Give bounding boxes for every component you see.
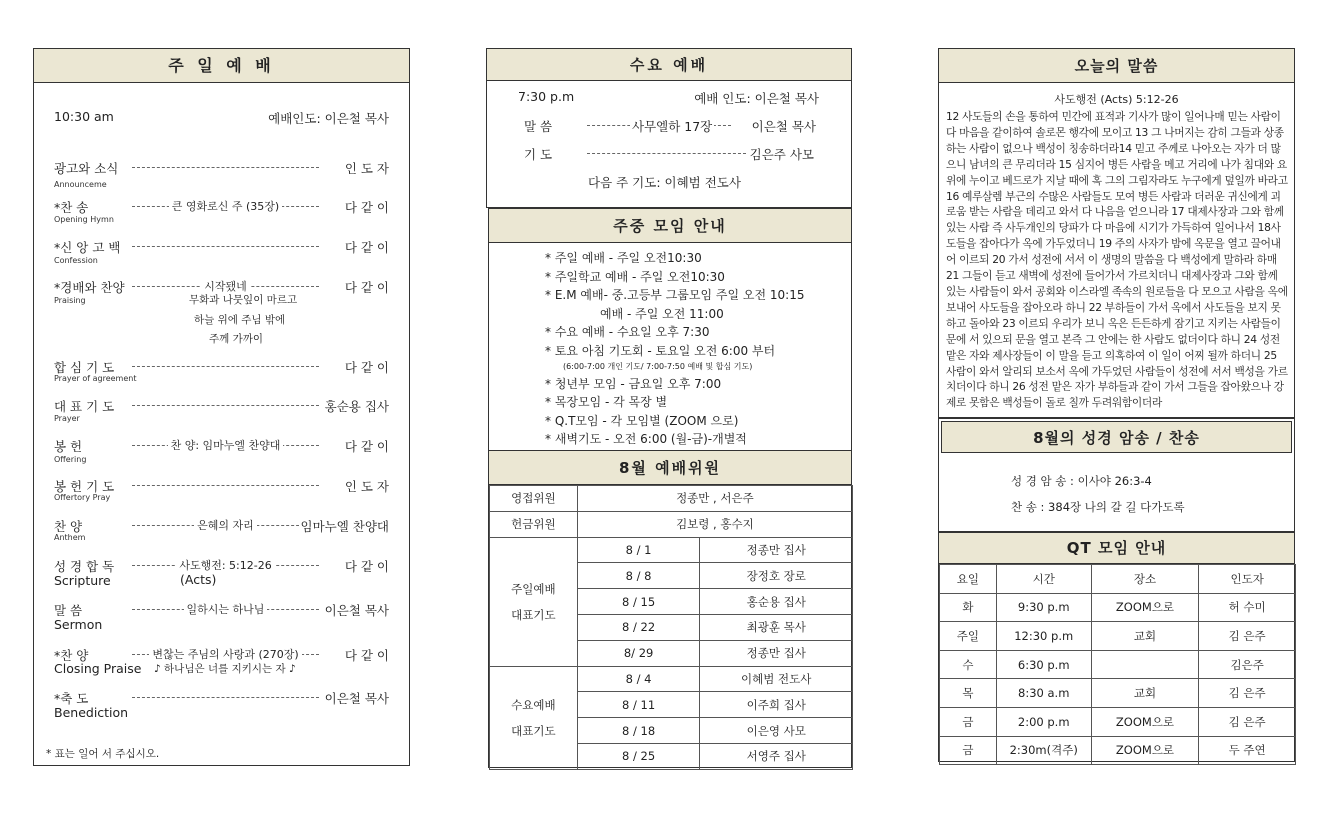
service-item-english: Scripture [54,573,111,588]
qt-meetings-table [939,564,1296,765]
service-item-leader: 다 같 이 [344,360,389,375]
memory-verse-panel [938,418,1295,532]
place-cell [1091,650,1199,679]
service-item-detail-wrap [132,557,319,573]
august-committee-title: 8월 예배위원 [489,451,851,485]
qt-meetings-title: QT 모임 안내 [939,533,1294,564]
name-cell: 정종만 집사 [700,537,853,563]
meeting-item-detail: (6:00-7:00 개인 기도/ 7:00-7:50 예배 및 합심 기도) [563,361,753,371]
service-item-label: 봉 헌 기 도 [54,479,115,494]
date-cell: 8 / 18 [577,718,700,744]
service-item-leader: 이은철 목사 [324,691,389,706]
leader-cell: 김은주 [1199,650,1296,679]
service-item-english: Closing Praise [54,661,142,676]
service-item-label: 광고와 소식 [54,161,119,176]
table-row [940,679,1296,708]
sunday-prayer-label-line1: 주일예배 [511,581,556,596]
name-cell: 이주희 집사 [700,692,853,718]
service-item-english: Sermon [54,617,103,632]
wed-prayer-label: 기 도 [524,147,553,162]
meeting-item: * 주일학교 예배 - 주일 오전10:30 [545,269,725,284]
date-cell: 8 / 15 [577,589,700,615]
sunday-worship-title: 주 일 예 배 [34,49,409,83]
meeting-item: * 목장모임 - 각 목장 별 [545,395,668,410]
service-item-detail-wrap [132,517,319,533]
leader-dots [132,246,319,247]
table-header-row [940,565,1296,594]
service-item-english: Prayer of agreement [54,374,137,383]
meeting-item: * E.M 예배- 중.고등부 그룹모임 주일 오전 10:15 [545,288,805,303]
service-item-leader: 이은철 목사 [324,603,389,618]
greeters-names: 정종만 , 서은주 [577,486,852,512]
leader-cell: 김 은주 [1199,622,1296,651]
sunday-prayer-label [490,537,578,666]
day-cell: 금 [940,736,997,765]
service-item-label: *경배와 찬양 [54,280,125,295]
leader-dots [132,167,319,168]
meeting-item: * 주일 예배 - 주일 오전10:30 [545,251,702,265]
qt-meetings-panel [938,532,1295,762]
wed-sermon-preacher: 이은철 목사 [751,119,816,134]
service-item-label: 성 경 합 독 [54,559,115,574]
name-cell: 최광훈 목사 [700,614,853,640]
wed-time: 7:30 p.m [518,89,575,104]
wed-sermon-title: 사무엘하 17장 [632,119,713,134]
meeting-item: * 새벽기도 - 오전 6:00 (월-금)-개별적 [545,432,747,447]
sunday-worship-panel [33,48,410,766]
name-cell: 정종만 집사 [700,640,853,666]
service-item-leader: 다 같 이 [344,200,389,215]
wednesday-prayer-label-line1: 수요예배 [511,697,556,712]
memory-hymn: 찬 송 : 384장 나의 갈 길 다가도록 [1011,500,1185,514]
column-header: 요일 [940,565,997,594]
service-item-english: Offertory Pray [54,493,111,502]
table-row [940,650,1296,679]
wed-prayer-leader-dots [587,153,746,154]
service-item-label: *신 앙 고 백 [54,240,121,255]
date-cell: 8 / 1 [577,537,700,563]
date-cell: 8 / 4 [577,666,700,692]
day-cell: 금 [940,707,997,736]
service-item-leader: 인 도 자 [344,161,389,176]
august-committee-panel [488,450,852,768]
wednesday-worship-panel [486,48,852,208]
name-cell: 이은영 사모 [700,718,853,744]
service-item-detail: 일하시는 하나님 [184,603,268,616]
service-item-detail: 찬 양: 임마누엘 찬양대 [168,439,284,452]
service-item-label: 봉 헌 [54,439,83,454]
standing-footnote: * 표는 일어 서 주십시오. [46,748,160,760]
leader-dots [132,697,319,698]
table-row [940,736,1296,765]
leader-cell: 허 수미 [1199,593,1296,622]
memory-verse: 성 경 암 송 : 이사야 26:3-4 [1011,474,1152,488]
time-cell: 12:30 p.m [996,622,1091,651]
service-item-english: Offering [54,455,87,464]
service-item-detail: 변찮는 주님의 사랑과 (270장) [149,648,301,661]
service-item-label: 찬 양 [54,519,83,534]
service-item-english: Confession [54,256,98,265]
table-row [940,707,1296,736]
table-row [940,622,1296,651]
service-item-leader: 임마누엘 찬양대 [300,519,389,534]
meeting-item: * 토요 아침 기도회 - 토요일 오전 6:00 부터 [545,343,776,358]
wed-next-week-prayer: 다음 주 기도: 이혜범 전도사 [588,175,741,190]
service-item-leader: 다 같 이 [344,559,389,574]
service-item-detail: 사도행전: 5:12-26 [176,559,274,572]
worship-leader: 예배인도: 이은철 목사 [268,111,389,126]
place-cell: ZOOM으로 [1091,736,1199,765]
offering-names: 김보령 , 홍수지 [577,511,852,537]
wednesday-worship-title: 수요 예배 [487,49,851,81]
table-row [490,486,853,512]
leader-dots [132,405,319,406]
table-row [490,537,853,563]
praising-line-3: 주께 가까이 [209,333,264,345]
scripture-acts: (Acts) [180,572,217,587]
day-cell: 수 [940,650,997,679]
date-cell: 8 / 8 [577,563,700,589]
meetings-list [545,249,804,449]
name-cell: 이혜범 전도사 [700,666,853,692]
name-cell: 홍순용 집사 [700,589,853,615]
sunday-prayer-label-line2: 대표기도 [511,607,556,622]
closing-praise-note: ♪ 하나님은 너를 지키시는 자 ♪ [154,663,296,675]
wednesday-prayer-label [490,666,578,769]
service-item-detail: 큰 영화로신 주 (35장) [169,200,282,213]
leader-cell: 김 은주 [1199,707,1296,736]
scripture-reference: 사도행전 (Acts) 5:12-26 [1054,93,1179,106]
weekly-meetings-title: 주중 모임 안내 [489,209,851,243]
day-cell: 화 [940,593,997,622]
meeting-item: * Q.T모임 - 각 모임별 (ZOOM 으로) [545,413,739,428]
name-cell: 서영주 집사 [700,743,853,769]
time-cell: 9:30 p.m [996,593,1091,622]
day-cell: 목 [940,679,997,708]
time-cell: 2:30m(격주) [996,736,1091,765]
table-row [940,593,1296,622]
date-cell: 8 / 11 [577,692,700,718]
service-item-english: Opening Hymn [54,215,114,224]
date-cell: 8/ 29 [577,640,700,666]
service-item-leader: 다 같 이 [344,240,389,255]
service-item-label: *찬 송 [54,200,89,215]
column-header: 인도자 [1199,565,1296,594]
leader-cell: 두 주연 [1199,736,1296,765]
service-item-english: Benediction [54,705,129,720]
place-cell: ZOOM으로 [1091,593,1199,622]
todays-word-panel [938,48,1295,418]
service-item-detail: 시작됐네 [201,280,250,293]
meeting-item: * 수요 예배 - 수요일 오후 7:30 [545,325,710,340]
place-cell: ZOOM으로 [1091,707,1199,736]
service-item-detail-wrap [132,646,319,662]
service-item-detail-wrap [132,601,319,617]
meeting-item: * 청년부 모임 - 금요일 오후 7:00 [545,376,722,391]
date-cell: 8 / 22 [577,614,700,640]
wednesday-prayer-label-line2: 대표기도 [511,723,556,738]
table-row [490,666,853,692]
service-item-leader: 인 도 자 [344,479,389,494]
service-item-leader: 다 같 이 [344,439,389,454]
leader-cell: 김 은주 [1199,679,1296,708]
table-row [490,511,853,537]
leader-dots [132,366,319,367]
service-item-detail: 은혜의 자리 [194,519,257,532]
todays-word-title: 오늘의 말씀 [939,49,1294,83]
offering-label: 헌금위원 [490,511,578,537]
leader-dots [132,485,319,486]
service-item-label: 합 심 기 도 [54,360,115,375]
time-cell: 6:30 p.m [996,650,1091,679]
august-committee-table [489,485,853,770]
place-cell: 교회 [1091,622,1199,651]
date-cell: 8 / 25 [577,743,700,769]
wed-sermon-label: 말 씀 [524,119,553,134]
name-cell: 장정호 장로 [700,563,853,589]
service-item-label: *찬 양 [54,648,89,663]
wed-leader: 예배 인도: 이은철 목사 [694,91,819,106]
service-item-detail-wrap [132,198,319,214]
scripture-text: 12 사도들의 손을 통하여 민간에 표적과 기사가 많이 일어나매 믿는 사람이 다 마음을 같이하여 솔로몬 행각에 모이고 13 그 나머지는 감히 그들과 상종하는 사람이 없으나 백성이 칭송하더라14 믿고 주께로 나아오는 자가 더 많으니 남녀의 큰 무리더라 15 심지어 병든 사람을 메고 거리에 나가 침대와 요 위에 누이고 베드로가 지날 때에 혹 그의 그림자라도 누구에게 덮일까 바라고16 예루살렘 부근의 수많은 사람들도 모여 병든 사람과 더러운 귀신에게 괴로움 받는 사람을 데리고 와서 다 나음을 얻으니라 17 대제사장과 그와 함께 있는 사람 즉 사두개인의 당파가 다 마음에 시기가 가득하여 일어나서 18사도들을 잡아다가 옥에 가두었더니 19 주의 사자가 밤에 옥문을 열고 끌어내어 이르되 20 가서 성전에 서서 이 생명의 말씀을 다 백성에게 말하라 하매 21 그들이 듣고 새벽에 성전에 들어가서 가르치더니 대제사장과 그와 함께 있는 사람들이 와서 공회와 이스라엘 족속의 원로들을 다 모으고 사람을 옥에 보내어 사도들을 잡아오라 하니 22 부하들이 가서 옥에서 사도들을 보지 못하고 돌아와 23 이르되 우리가 보니 옥은 든든하게 잠기고 지키는 사람들이 문에 서 있으되 문을 열고 본즉 그 안에는 한 사람도 없더이다 하니 24 성전 맡은 자와 제사장들이 이 말을 듣고 의혹하여 이 일이 어찌 될까 하더니 25 사람이 와서 알리되 보소서 옥에 가두었던 사람들이 성전에 서서 백성을 가르치더이다 하니 26 성전 맡은 자가 부하들과 같이 가서 그들을 잡아왔으나 강제로 못함은 백성들이 돌로 칠까 두려워함이더라 [946,110,1288,410]
praising-line-1: 무화과 나뭇잎이 마르고 [189,294,298,306]
service-item-english: Prayer [54,414,80,423]
service-item-label: *축 도 [54,691,89,706]
time-cell: 8:30 a.m [996,679,1091,708]
column-header: 시간 [996,565,1091,594]
service-item-detail-wrap [132,437,319,453]
service-item-label: 말 씀 [54,603,83,618]
wed-prayer-person: 김은주 사모 [749,147,814,162]
weekly-meetings-panel [488,208,852,452]
column-header: 장소 [1091,565,1199,594]
service-item-english: Anthem [54,533,86,542]
service-item-leader: 다 같 이 [344,648,389,663]
service-item-label: 대 표 기 도 [54,399,115,414]
service-item-leader: 다 같 이 [344,280,389,295]
praising-line-2: 하늘 위에 주님 밖에 [194,314,286,326]
memory-verse-title: 8월의 성경 암송 / 찬송 [941,421,1292,453]
meeting-item: 예배 - 주일 오전 11:00 [600,306,724,321]
day-cell: 주일 [940,622,997,651]
service-item-english: Praising [54,296,86,305]
time-cell: 2:00 p.m [996,707,1091,736]
service-item-leader: 홍순용 집사 [324,399,389,414]
worship-time: 10:30 am [54,109,114,124]
place-cell: 교회 [1091,679,1199,708]
service-item-english: Announceme [54,180,107,189]
greeters-label: 영접위원 [490,486,578,512]
